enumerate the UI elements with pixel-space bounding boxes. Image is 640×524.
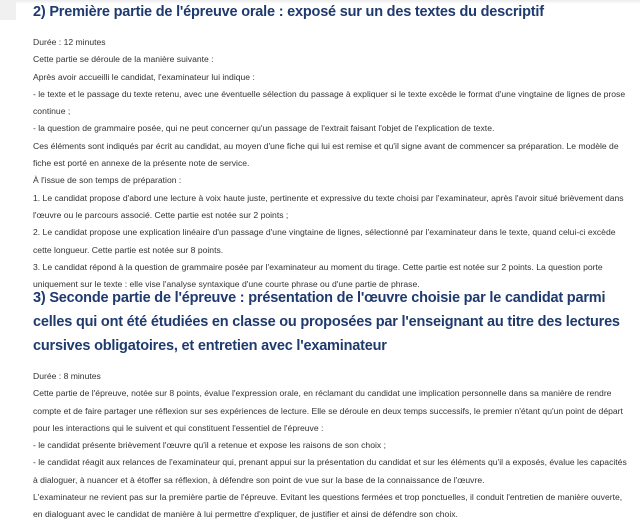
section-3-heading: 3) Seconde partie de l'épreuve : présentation de l'œuvre choisie par le candidat parmi celles qui ont été étudiées en classe ou proposées par l'enseignant au titre des lectures cursives obligatoires, et entretien avec l'examinateur bbox=[33, 290, 620, 354]
section-2-heading: 2) Première partie de l'épreuve orale : exposé sur un des textes du descriptif bbox=[33, 4, 544, 20]
list-item: - la question de grammaire posée, qui ne peut concerner qu'un passage de l'extrait faisant l'objet de l'explication de texte. bbox=[33, 123, 495, 134]
duration-line: Durée : 8 minutes bbox=[33, 371, 101, 381]
section-2-body bbox=[33, 34, 628, 293]
duration-line: Durée : 12 minutes bbox=[33, 37, 106, 47]
list-item: - le candidat présente brièvement l'œuvre qu'il a retenue et expose les raisons de son choix ; bbox=[33, 440, 386, 451]
paragraph: Cette partie se déroule de la manière suivante : bbox=[33, 54, 214, 65]
paragraph: À l'issue de son temps de préparation : bbox=[33, 175, 182, 186]
numbered-item: 2. Le candidat propose une explication linéaire d'un passage d'une vingtaine de lignes, sélectionné par l'examinateur dans le texte, quand celui-ci excède cette longueur. Cette partie est notée sur 8 points. bbox=[33, 227, 616, 255]
section-3-body bbox=[33, 368, 628, 524]
paragraph: Ces éléments sont indiqués par écrit au candidat, au moyen d'une fiche qui lui est remise et qu'il signe avant de commencer sa préparation. Le modèle de fiche est porté en annexe de la présente note de service. bbox=[33, 140, 619, 169]
corner-block bbox=[0, 0, 16, 20]
paragraph: Après avoir accueilli le candidat, l'examinateur lui indique : bbox=[33, 71, 255, 82]
paragraph: Cette partie de l'épreuve, notée sur 8 points, évalue l'expression orale, en réclamant du candidat une implication personnelle dans sa manière de rendre compte et de faire partager une réflexion sur ses expériences de lecture. Elle se déroule en deux temps successifs, le premier n'étant qu'un point de départ pour les interactions qui le suivent et qui constituent l'essentiel de l'épreuve : bbox=[33, 388, 623, 433]
list-item: - le texte et le passage du texte retenu, avec une éventuelle sélection du passage à expliquer si le texte excède le format d'une vingtaine de lignes de prose continue ; bbox=[33, 88, 626, 117]
list-item: - le candidat réagit aux relances de l'examinateur qui, prenant appui sur la présentation du candidat et sur les éléments qu'il a exposés, évalue les capacités à dialoguer, à nuancer et à étoffer sa réflexion, à défendre son point de vue sur la base de la connaissance de l'œuvre. bbox=[33, 457, 627, 485]
numbered-item: 3. Le candidat répond à la question de grammaire posée par l'examinateur au moment du tirage. Cette partie est notée sur 2 points. La question porte uniquement sur le texte : elle vise l'analyse syntaxique d'une courte phrase ou d'une partie de phrase. bbox=[33, 261, 603, 290]
paragraph: L'examinateur ne revient pas sur la première partie de l'épreuve. Evitant les questions fermées et trop ponctuelles, il conduit l'entretien de manière ouverte, en dialoguant avec le candidat de manière à lui permettre d'expliquer, de justifier et ainsi de défendre son choix. bbox=[33, 492, 623, 520]
numbered-item: 1. Le candidat propose d'abord une lecture à voix haute juste, pertinente et expressive du texte choisi par l'examinateur, après l'avoir situé brièvement dans l'œuvre ou le parcours associé. Cette partie est notée sur 2 points ; bbox=[33, 192, 624, 220]
